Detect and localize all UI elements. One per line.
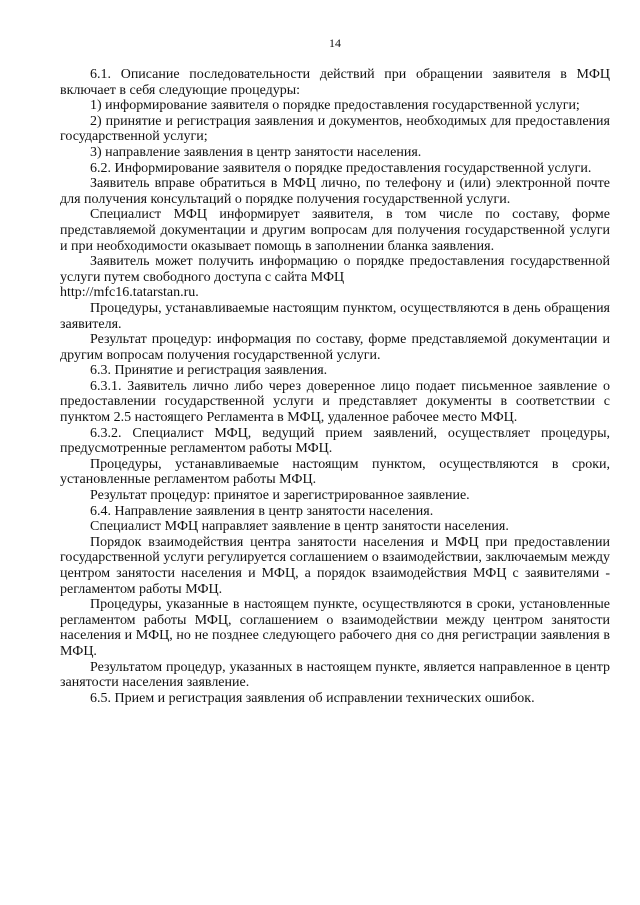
paragraph-6-3-2: 6.3.2. Специалист МФЦ, ведущий прием заявлений, осуществляет процедуры, предусмотренные регламентом работы МФЦ. <box>60 425 610 457</box>
page-number: 14 <box>329 36 341 50</box>
paragraph-result-sent: Результатом процедур, указанных в настоящем пункте, является направленное в центр занятости населения заявление. <box>60 659 610 691</box>
paragraph-6-1: 6.1. Описание последовательности действий при обращении заявителя в МФЦ включает в себя следующие процедуры: <box>60 67 610 98</box>
list-item-3: 3) направление заявления в центр занятости населения. <box>90 144 422 160</box>
list-item-2: 2) принятие и регистрация заявления и документов, необходимых для предоставления государственной услуги; <box>60 113 610 145</box>
paragraph-applicant-contact: Заявитель вправе обратиться в МФЦ лично, по телефону и (или) электронной почте для получения консультаций о порядке получения государственной услуги. <box>60 176 610 207</box>
paragraph-specialist-sends: Специалист МФЦ направляет заявление в центр занятости населения. <box>90 519 509 535</box>
paragraph-procedures-deadline: Процедуры, указанные в настоящем пункте, осуществляются в сроки, установленные регламентом работы МФЦ, соглашением о взаимодействии между центром занятости населения и МФЦ, но не позднее следующего рабочего дня со дня регистрации заявления в МФЦ. <box>60 597 610 659</box>
paragraph-6-3-1: 6.3.1. Заявитель лично либо через доверенное лицо подает письменное заявление о предоставлении государственной услуги и представляет документы в соответствии с пунктом 2.5 настоящего Регламента в МФЦ, удаленное рабочее место МФЦ. <box>60 378 610 426</box>
paragraph-result-registered: Результат процедур: принятое и зарегистрированное заявление. <box>90 488 470 504</box>
site-url: http://mfc16.tatarstan.ru. <box>60 285 199 301</box>
paragraph-site-access: Заявитель может получить информацию о порядке предоставления государственной услуги путем свободного доступа с сайта МФЦ <box>60 254 610 285</box>
document-body <box>60 67 610 706</box>
paragraph-6-3: 6.3. Принятие и регистрация заявления. <box>90 363 328 379</box>
list-item-1: 1) информирование заявителя о порядке предоставления государственной услуги; <box>90 98 580 114</box>
paragraph-procedures-terms: Процедуры, устанавливаемые настоящим пунктом, осуществляются в сроки, установленные регламентом работы МФЦ. <box>60 456 610 488</box>
paragraph-result-info: Результат процедур: информация по составу, форме представляемой документации и другим вопросам получения государственной услуги. <box>60 332 610 363</box>
paragraph-procedures-day: Процедуры, устанавливаемые настоящим пунктом, осуществляются в день обращения заявителя. <box>60 300 610 332</box>
paragraph-6-4: 6.4. Направление заявления в центр занятости населения. <box>90 503 434 519</box>
paragraph-6-2: 6.2. Информирование заявителя о порядке предоставления государственной услуги. <box>90 160 592 176</box>
paragraph-specialist-informs: Специалист МФЦ информирует заявителя, в том числе по составу, форме представляемой документации и другим вопросам для получения государственной услуги и при необходимости оказывает помощь в заполнении бланка заявления. <box>60 207 610 254</box>
paragraph-interaction-order: Порядок взаимодействия центра занятости населения и МФЦ при предоставлении государственной услуги регулируется соглашением о взаимодействии, заключаемым между центром занятости населения и МФЦ, а порядок взаимодействия МФЦ с заявителями - регламентом работы МФЦ. <box>60 534 610 597</box>
paragraph-6-5: 6.5. Прием и регистрация заявления об исправлении технических ошибок. <box>90 690 535 706</box>
